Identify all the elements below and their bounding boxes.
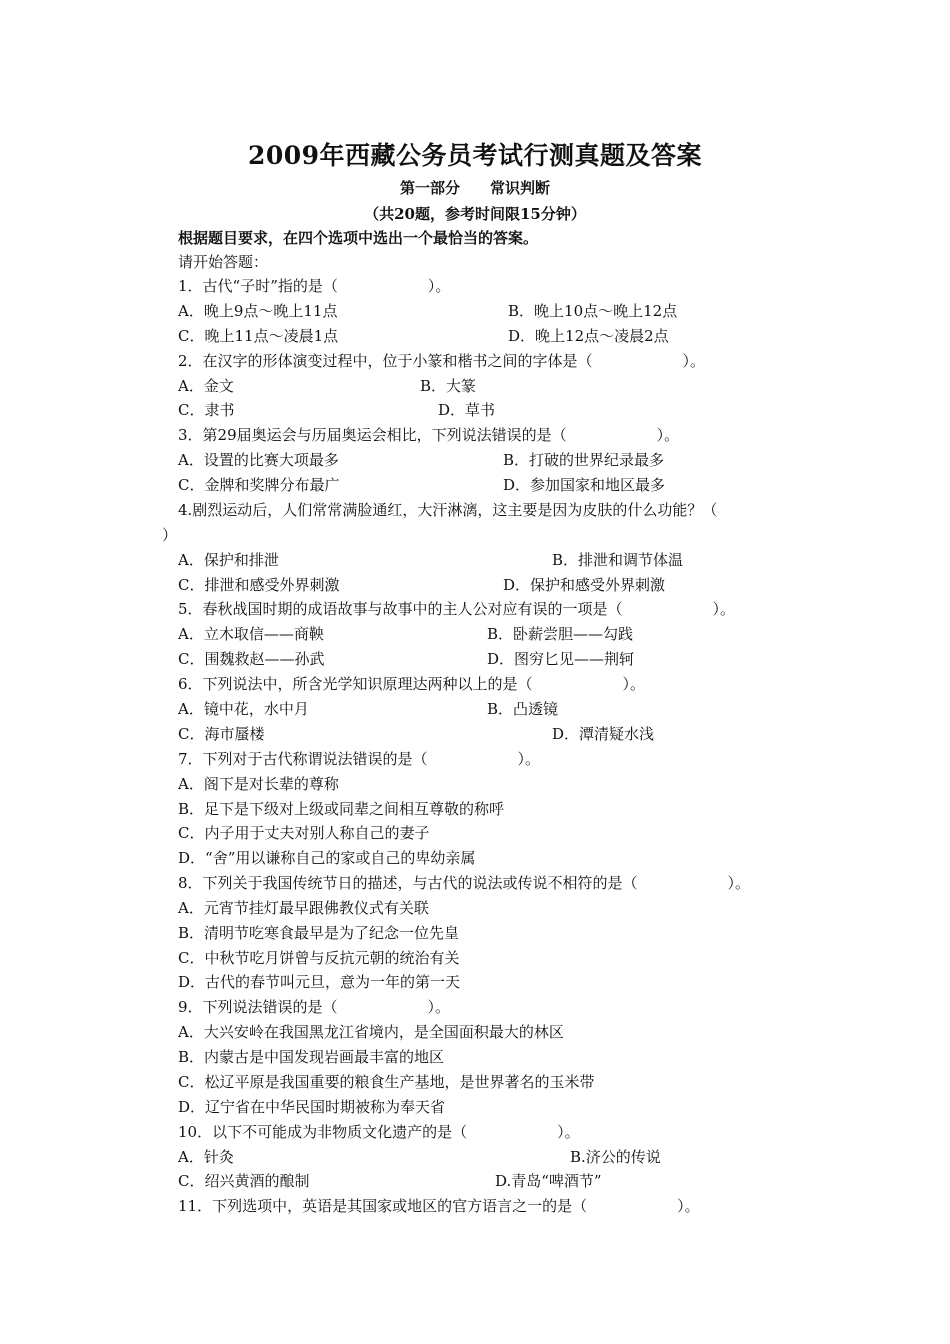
question-8-option-d: D．古代的春节叫元旦，意为一年的第一天: [178, 973, 461, 991]
question-5-stem: 5．春秋战国时期的成语故事与故事中的主人公对应有误的一项是（ ）。: [178, 600, 736, 618]
question-7-stem: 7．下列对于古代称谓说法错误的是（ ）。: [178, 750, 541, 768]
question-1-stem: 1．古代“子时”指的是（ ）。: [178, 277, 451, 295]
instruction-text: 根据题目要求，在四个选项中选出一个最恰当的答案。: [178, 229, 539, 247]
question-4-stem: 4.剧烈运动后，人们常常满脸通红，大汗淋漓，这主要是因为皮肤的什么功能？（: [178, 501, 718, 519]
question-8-option-b: B．清明节吃寒食最早是为了纪念一位先皇: [178, 924, 460, 942]
question-2-option-c: C．隶书: [178, 401, 235, 419]
question-11-stem: 11．下列选项中，英语是其国家或地区的官方语言之一的是（ ）。: [178, 1197, 700, 1215]
question-4-stem-end: ）: [162, 526, 178, 544]
question-2-option-a: A．金文: [178, 377, 234, 395]
question-4-option-b: B．排泄和调节体温: [552, 551, 684, 569]
question-1-option-d: D．晚上12点～凌晨2点: [508, 327, 669, 345]
question-4-option-a: A．保护和排泄: [178, 551, 279, 569]
question-5-option-c: C．围魏救赵——孙武: [178, 650, 325, 668]
question-10-option-c: C．绍兴黄酒的酿制: [178, 1172, 310, 1190]
question-7-option-b: B．足下是下级对上级或同辈之间相互尊敬的称呼: [178, 800, 505, 818]
question-7-option-d: D．“舍”用以谦称自己的家或自己的卑幼亲属: [178, 849, 476, 867]
question-3-option-d: D．参加国家和地区最多: [503, 476, 666, 494]
question-1-option-c: C．晚上11点～凌晨1点: [178, 327, 339, 345]
document-title: 2009年西藏公务员考试行测真题及答案: [247, 141, 703, 170]
question-5-option-a: A．立木取信——商鞅: [178, 625, 324, 643]
section-info: （共20题，参考时间限15分钟）: [364, 205, 586, 223]
question-6-option-d: D．潭清疑水浅: [552, 725, 655, 743]
question-6-stem: 6．下列说法中，所含光学知识原理达两种以上的是（ ）。: [178, 675, 646, 693]
question-10-option-a: A．针灸: [178, 1148, 234, 1166]
question-6-option-b: B．凸透镜: [487, 700, 559, 718]
question-8-stem: 8．下列关于我国传统节日的描述，与古代的说法或传说不相符的是（ ）。: [178, 874, 751, 892]
question-7-option-c: C．内子用于丈夫对别人称自己的妻子: [178, 824, 430, 842]
question-6-option-a: A．镜中花，水中月: [178, 700, 309, 718]
section-heading: 第一部分 常识判断: [399, 179, 550, 197]
question-2-stem: 2．在汉字的形体演变过程中，位于小篆和楷书之间的字体是（ ）。: [178, 352, 706, 370]
question-1-option-a: A．晚上9点～晚上11点: [178, 302, 338, 320]
question-4-option-c: C．排泄和感受外界刺激: [178, 576, 340, 594]
question-3-option-c: C．金牌和奖牌分布最广: [178, 476, 340, 494]
question-9-option-d: D．辽宁省在中华民国时期被称为奉天省: [178, 1098, 446, 1116]
question-5-option-b: B．卧薪尝胆——勾践: [487, 625, 634, 643]
question-9-option-c: C．松辽平原是我国重要的粮食生产基地，是世界著名的玉米带: [178, 1073, 595, 1091]
question-4-option-d: D．保护和感受外界刺激: [503, 576, 666, 594]
question-3-stem: 3．第29届奥运会与历届奥运会相比，下列说法错误的是（ ）。: [178, 426, 680, 444]
question-1-option-b: B．晚上10点～晚上12点: [508, 302, 678, 320]
question-6-option-c: C．海市蜃楼: [178, 725, 265, 743]
question-10-option-d: D.青岛“啤酒节”: [495, 1172, 602, 1190]
question-10-option-b: B.济公的传说: [570, 1148, 661, 1166]
start-text: 请开始答题：: [178, 253, 269, 271]
question-5-option-d: D．图穷匕见——荆轲: [487, 650, 635, 668]
question-9-option-b: B．内蒙古是中国发现岩画最丰富的地区: [178, 1048, 445, 1066]
question-3-option-b: B．打破的世界纪录最多: [503, 451, 665, 469]
question-8-option-a: A．元宵节挂灯最早跟佛教仪式有关联: [178, 899, 429, 917]
question-10-stem: 10．以下不可能成为非物质文化遗产的是（ ）。: [178, 1123, 580, 1141]
question-8-option-c: C．中秋节吃月饼曾与反抗元朝的统治有关: [178, 949, 460, 967]
question-7-option-a: A．阁下是对长辈的尊称: [178, 775, 339, 793]
question-2-option-d: D．草书: [438, 401, 496, 419]
question-9-option-a: A．大兴安岭在我国黑龙江省境内，是全国面积最大的林区: [178, 1023, 564, 1041]
question-3-option-a: A．设置的比赛大项最多: [178, 451, 339, 469]
question-9-stem: 9．下列说法错误的是（ ）。: [178, 998, 451, 1016]
question-2-option-b: B．大篆: [420, 377, 477, 395]
